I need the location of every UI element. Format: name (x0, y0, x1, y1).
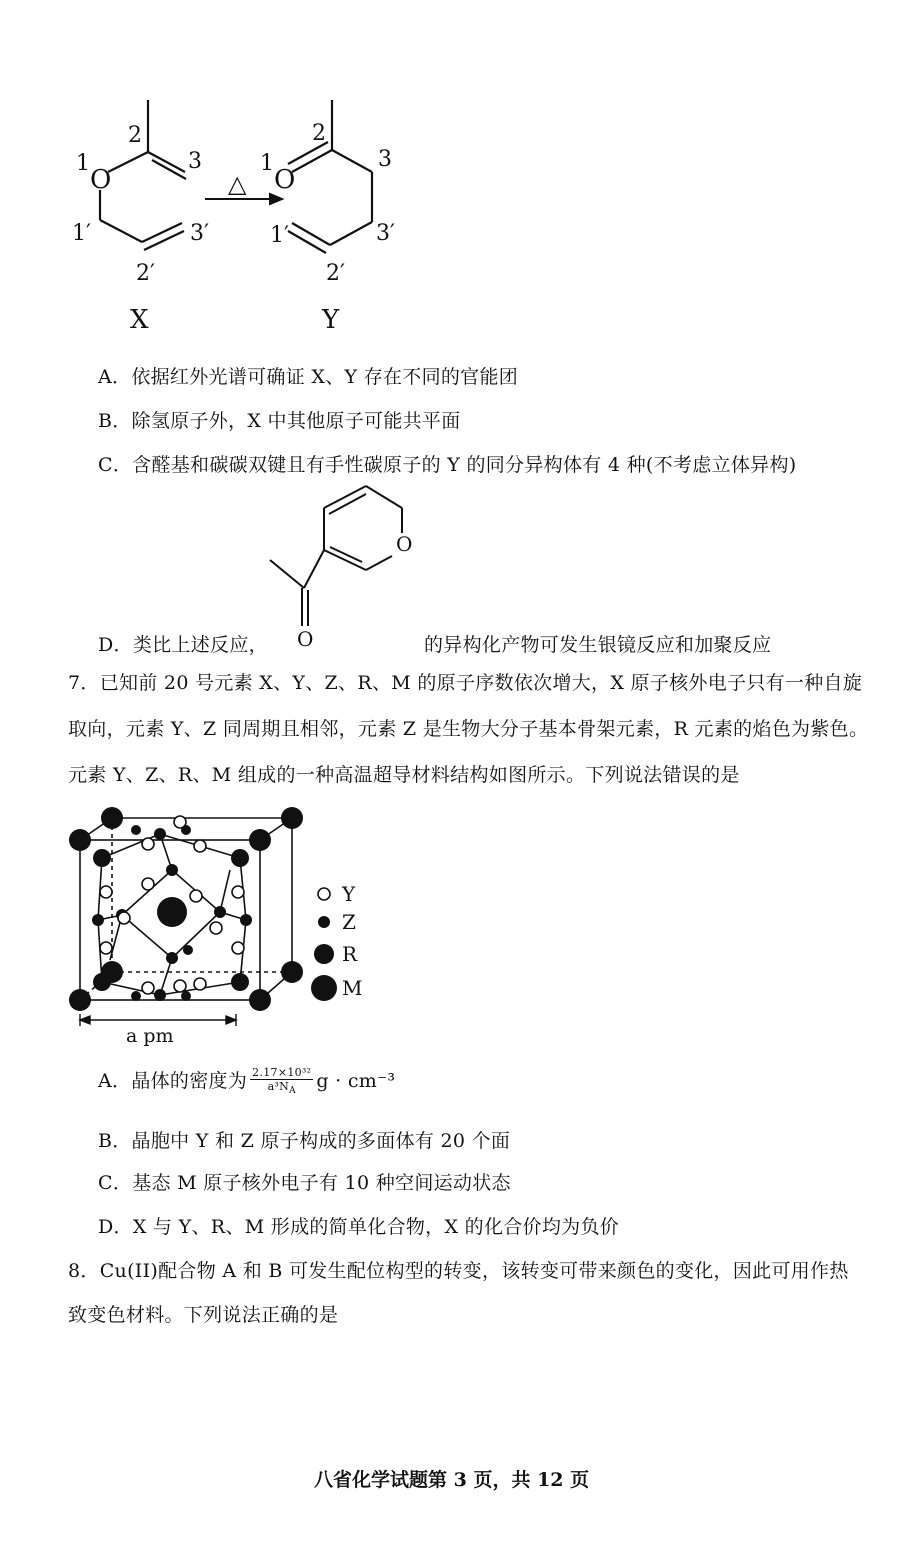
y-num-3p: 3′ (376, 221, 395, 246)
y-num-1p: 1′ (270, 223, 289, 248)
y-num-1: 1 (260, 151, 274, 176)
density-unit: g · cm⁻³ (316, 1070, 396, 1093)
cell-dimension-label: a pm (126, 1025, 174, 1047)
legend-m: M (342, 976, 363, 1000)
x-num-3p: 3′ (190, 221, 209, 246)
density-denominator: $a^3N_A$ (267, 1080, 296, 1097)
legend-y: Y (342, 882, 356, 906)
page-footer: 八省化学试题第 3 页，共 12 页 (314, 1469, 590, 1491)
atom-legend (311, 888, 337, 1001)
q8-stem-line2: 致变色材料。下列说法正确的是 (68, 1304, 339, 1326)
molecule-x (100, 100, 186, 250)
molecule-y (288, 100, 372, 253)
q7-option-b: B．晶胞中 Y 和 Z 原子构成的多面体有 20 个面 (98, 1130, 511, 1152)
legend-r: R (342, 942, 358, 966)
y-num-2p: 2′ (326, 261, 345, 286)
q7-stem-line1: 7．已知前 20 号元素 X、Y、Z、R、M 的原子序数依次增大，X 原子核外电子只有一种自旋 (68, 672, 863, 694)
density-fraction (250, 1066, 313, 1098)
q7-stem-line3: 元素 Y、Z、R、M 组成的一种高温超导材料结构如图所示。下列说法错误的是 (68, 764, 740, 786)
q6-option-c: C．含醛基和碳碳双键且有手性碳原子的 Y 的同分异构体有 4 种(不考虑立体异构) (98, 454, 797, 476)
q7-option-c: C．基态 M 原子核外电子有 10 种空间运动状态 (98, 1172, 511, 1194)
x-atom-o: O (90, 165, 112, 195)
q6-option-d-prefix: D．类比上述反应， (98, 634, 268, 656)
crystal-cell-figure (60, 800, 380, 1050)
q7-option-a (98, 1066, 395, 1098)
y-label: Y (322, 305, 340, 335)
q8-stem-line1: 8．Cu(II)配合物 A 和 B 可发生配位构型的转变，该转变可带来颜色的变化，因此可用作热 (68, 1260, 849, 1282)
y-num-2: 2 (312, 121, 326, 146)
q6-option-a: A．依据红外光谱可确证 X、Y 存在不同的官能团 (98, 366, 519, 388)
density-numerator: 2.17×10³² (252, 1066, 312, 1079)
legend-z: Z (342, 910, 356, 934)
x-num-1: 1 (76, 151, 90, 176)
pyran-ketone-structure (262, 478, 442, 653)
q6-option-d-suffix: 的异构化产物可发生银镜反应和加聚反应 (424, 634, 772, 656)
x-num-3: 3 (188, 149, 202, 174)
pyran-ring-oxygen: O (396, 532, 413, 556)
x-num-2p: 2′ (136, 261, 155, 286)
x-num-1p: 1′ (72, 221, 91, 246)
y-num-3: 3 (378, 147, 392, 172)
carbonyl-oxygen: O (297, 627, 314, 651)
y-atom-o: O (274, 165, 296, 195)
reaction-scheme (60, 90, 440, 340)
q6-option-b: B．除氢原子外，X 中其他原子可能共平面 (98, 410, 461, 432)
q7-stem-line2: 取向，元素 Y、Z 同周期且相邻，元素 Z 是生物大分子基本骨架元素，R 元素的焰色为紫色。 (68, 718, 869, 740)
arrow-heat-label: △ (228, 170, 247, 198)
q7-option-a-prefix: A．晶体的密度为 (98, 1070, 248, 1093)
x-label: X (130, 305, 149, 335)
q7-option-d: D．X 与 Y、R、M 形成的简单化合物，X 的化合价均为负价 (98, 1216, 620, 1238)
x-num-2: 2 (128, 123, 142, 148)
